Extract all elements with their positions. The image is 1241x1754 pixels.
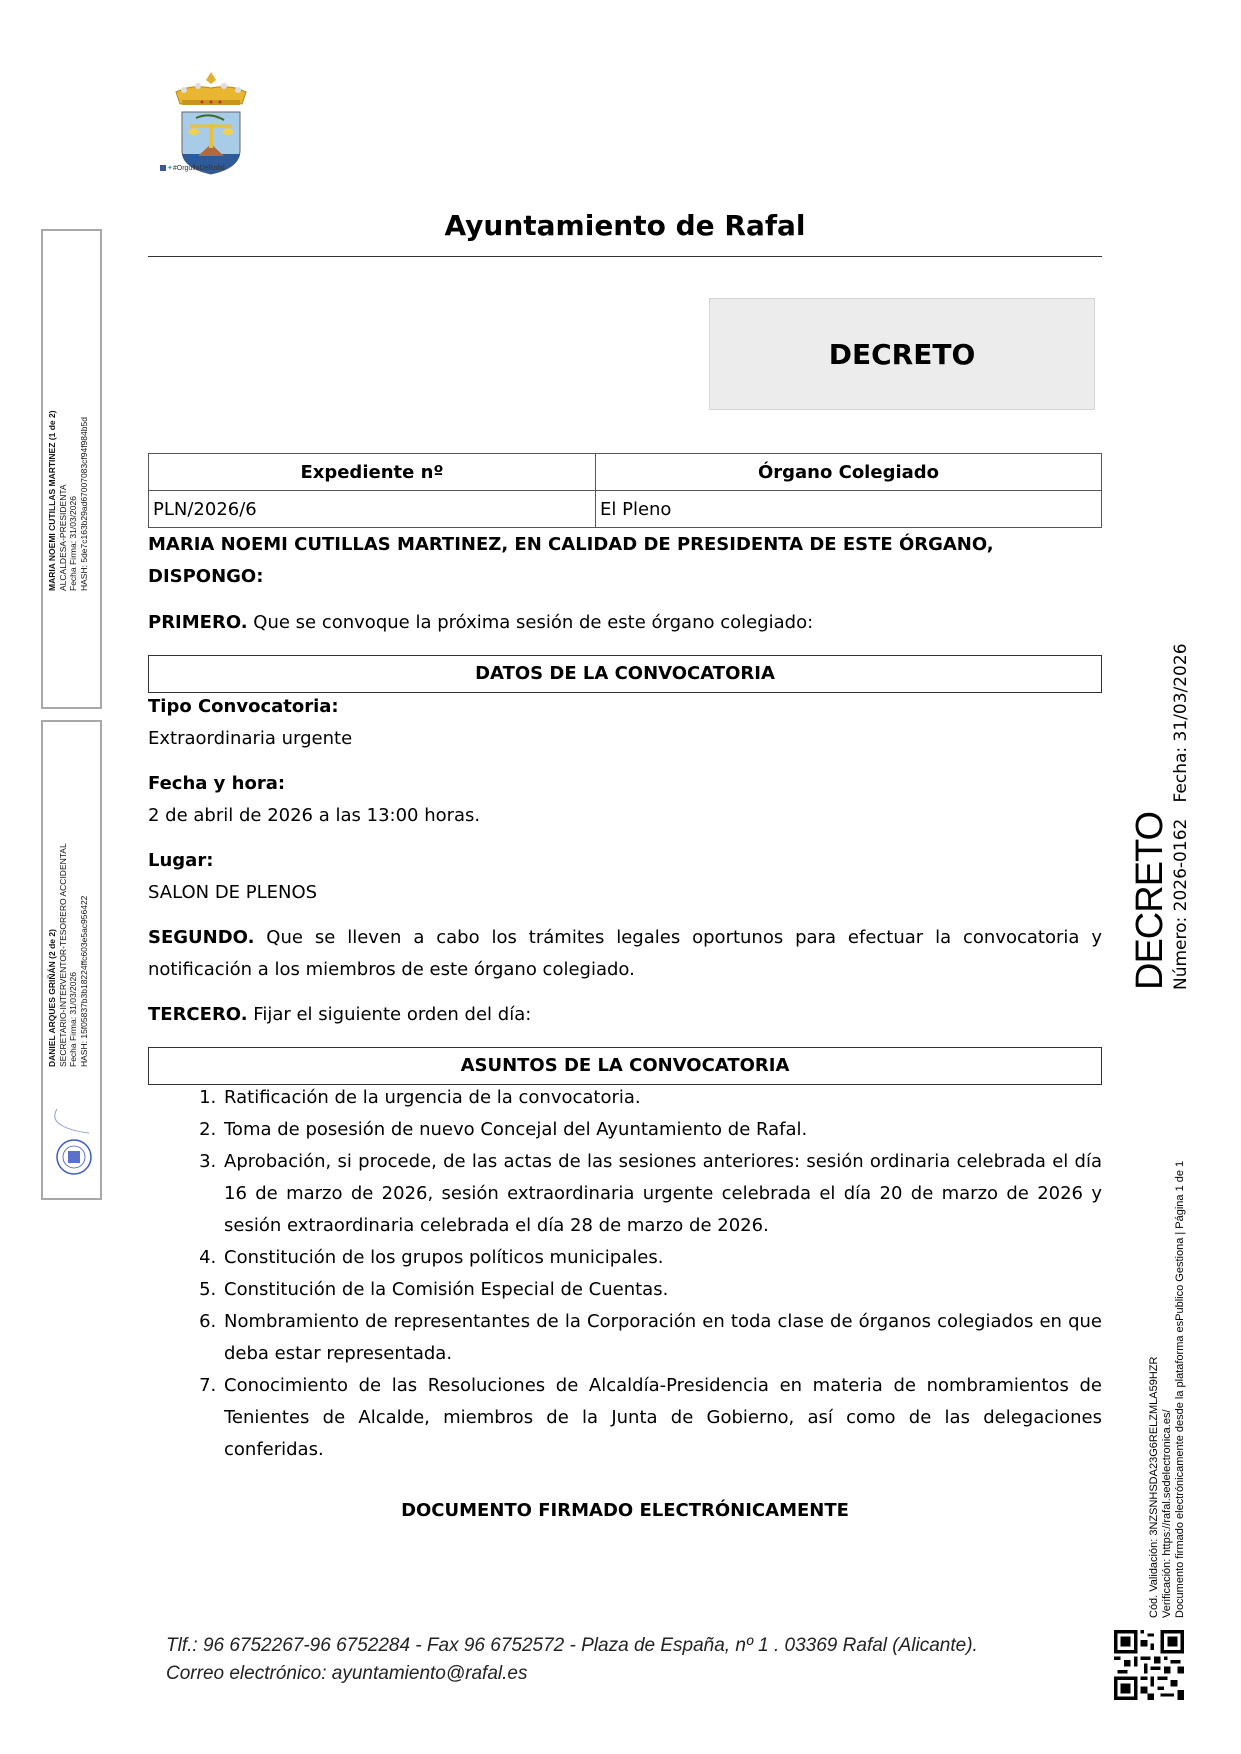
primero-text: Que se convoque la próxima sesión de este órgano colegiado: [247, 612, 814, 633]
tercero-paragraph [148, 999, 1102, 1031]
document-type-box: DECRETO [709, 298, 1095, 410]
field-value: SALON DE PLENOS [148, 882, 318, 903]
tercero-text: Fijar el siguiente orden del día: [247, 1004, 532, 1025]
side-document-type: DECRETO [1129, 811, 1171, 990]
list-item: 4. Constitución de los grupos políticos municipales. [222, 1242, 1102, 1274]
tercero-label: TERCERO. [148, 1004, 248, 1025]
signer-role: ALCALDESA-PRESIDENTA [57, 484, 68, 591]
segundo-paragraph [148, 922, 1102, 986]
list-item: 7. Conocimiento de las Resoluciones de Alcaldía-Presidencia en materia de nombramientos de Tenientes de Alcalde, miembros de la Junta de Gobierno, así como de las delegaciones conferidas. [222, 1370, 1102, 1466]
list-item: 1. Ratificación de la urgencia de la convocatoria. [222, 1082, 1102, 1114]
decree-date: Fecha: 31/03/2026 [1171, 643, 1191, 803]
signer-name: MARIA NOEMI CUTILLAS MARTINEZ (1 de 2) [47, 410, 57, 591]
list-item: 6. Nombramiento de representantes de la Corporación en toda clase de órganos colegiados en que deba estar representada. [222, 1306, 1102, 1370]
validation-info [1148, 1161, 1187, 1618]
signature-hash: HASH: 15f05837b3b18224ffc603e5ac956422 [78, 895, 89, 1067]
verification-url[interactable]: Verificación: https://rafal.sedelectronica.es/ [1161, 1409, 1173, 1618]
table-row [149, 491, 1102, 528]
field-label: Tipo Convocatoria: [148, 696, 339, 717]
organo-value: El Pleno [596, 491, 1102, 528]
page-title: Ayuntamiento de Rafal [444, 209, 806, 242]
facebook-icon [160, 165, 166, 171]
platform-note: Documento firmado electrónicamente desde la plataforma esPublico Gestiona | Página 1 de 1 [1174, 1160, 1186, 1618]
primero-label: PRIMERO. [148, 612, 248, 633]
signature-details [47, 843, 89, 1067]
signature-box [41, 720, 102, 1200]
field-label: Fecha y hora: [148, 773, 286, 794]
logo-tagline: ✦#OrgulloDeRafal [160, 164, 225, 172]
expediente-table [148, 453, 1102, 528]
municipal-seal-stamp-icon [49, 1107, 95, 1187]
asuntos-box-title: ASUNTOS DE LA CONVOCATORIA [148, 1047, 1102, 1085]
agenda-list [148, 1082, 1102, 1466]
signature-hash: HASH: 5de7c163b29ad67007083cf94f984b5d [78, 417, 89, 591]
twitter-icon: ✦ [167, 165, 173, 172]
table-header-cell: Órgano Colegiado [596, 454, 1102, 491]
field-value: 2 de abril de 2026 a las 13:00 horas. [148, 805, 481, 826]
footer-contact [166, 1632, 978, 1688]
table-header-cell: Expediente nº [149, 454, 596, 491]
list-item: 2. Toma de posesión de nuevo Concejal del Ayuntamiento de Rafal. [222, 1114, 1102, 1146]
field-label: Lugar: [148, 850, 214, 871]
signer-role: SECRETARIO-INTERVENTOR-TESORERO ACCIDENTAL [57, 843, 68, 1067]
validation-code: Cód. Validación: 3NZSNHSDA23G6RELZMLA59HZR [1148, 1356, 1160, 1618]
segundo-text: Que se lleven a cabo los trámites legales oportunos para efectuar la convocatoria y notificación a los miembros de este órgano colegiado. [148, 927, 1102, 980]
footer-line: Tlf.: 96 6752267-96 6752284 - Fax 96 6752572 - Plaza de España, nº 1 . 03369 Rafal (Alicante). [166, 1635, 978, 1656]
table-header-row [149, 454, 1102, 491]
footer-email: Correo electrónico: ayuntamiento@rafal.es [166, 1663, 528, 1684]
qr-code-icon [1114, 1630, 1184, 1700]
field-value: Extraordinaria urgente [148, 728, 353, 749]
signature-date: Fecha Firma: 31/03/2026 [68, 496, 78, 591]
signature-details [47, 410, 89, 591]
decree-number: Número: 2026-0162 [1171, 818, 1191, 990]
list-item: 3. Aprobación, si procede, de las actas de las sesiones anteriores: sesión ordinaria celebrada el día 16 de marzo de 2026, sesión extraordinaria urgente celebrada el día 20 de marzo de 2026 y sesión extraordinaria celebrada el día 28 de marzo de 2026. [222, 1146, 1102, 1242]
expediente-value: PLN/2026/6 [149, 491, 596, 528]
intro-line: MARIA NOEMI CUTILLAS MARTINEZ, EN CALIDAD DE PRESIDENTA DE ESTE ÓRGANO, [148, 534, 994, 555]
list-item: 5. Constitución de la Comisión Especial de Cuentas. [222, 1274, 1102, 1306]
intro-dispongo: DISPONGO: [148, 566, 264, 587]
signature-date: Fecha Firma: 31/03/2026 [68, 972, 78, 1067]
signer-name: DANIEL ARQUES GRIÑÁN (2 de 2) [47, 929, 57, 1067]
primero-paragraph [148, 607, 1102, 639]
header-divider [148, 256, 1102, 257]
signature-box [41, 229, 102, 709]
segundo-label: SEGUNDO. [148, 927, 255, 948]
signed-notice: DOCUMENTO FIRMADO ELECTRÓNICAMENTE [401, 1500, 849, 1521]
convocatoria-box-title: DATOS DE LA CONVOCATORIA [148, 655, 1102, 693]
side-number-date [1170, 643, 1192, 990]
